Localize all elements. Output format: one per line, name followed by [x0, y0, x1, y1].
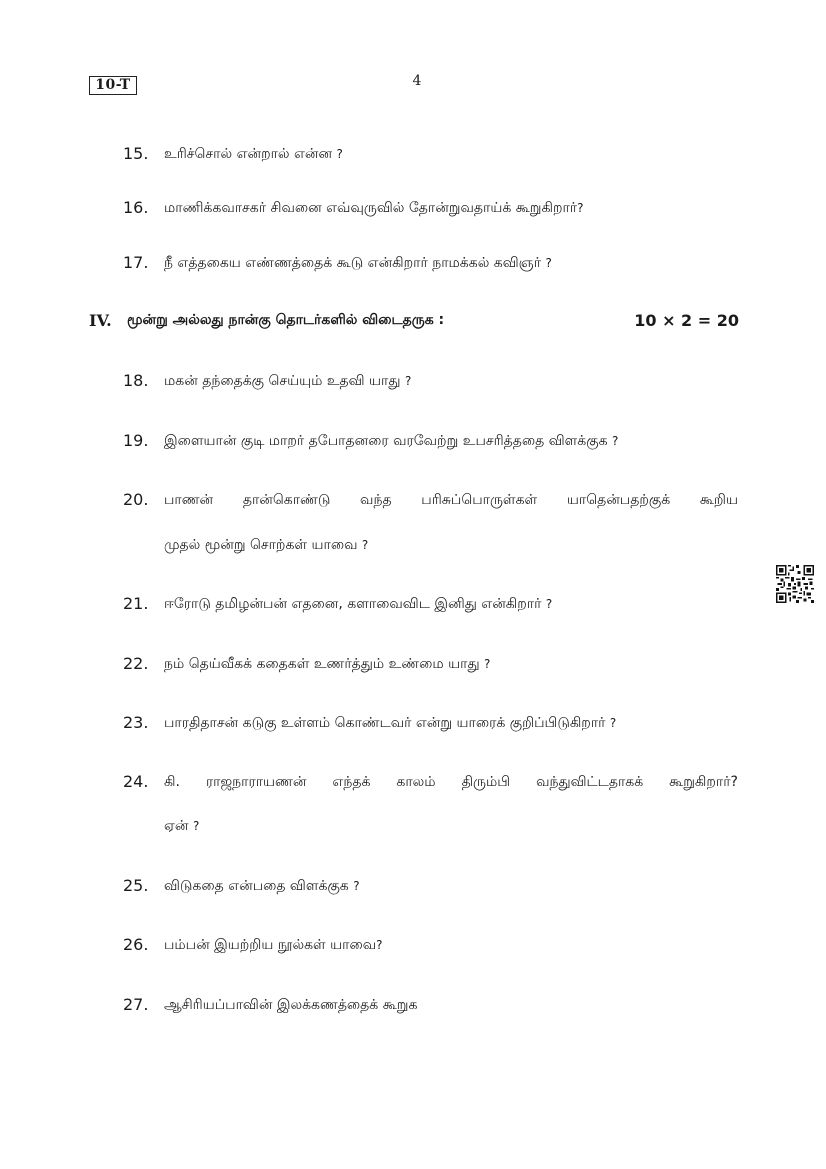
- question-text: நீ எத்தகைய எண்ணத்தைக் கூடு என்கிறார் நாமக்கல் கவிஞர்: [164, 255, 542, 271]
- question-number: 19.: [123, 431, 149, 450]
- question-mark: ?: [545, 256, 552, 270]
- question-text-line1: கி. ராஜநாராயணன் எந்தக் காலம் திரும்பி வந்துவிட்டதாகக் கூறுகிறார்?: [164, 774, 738, 790]
- question-number: 27.: [123, 995, 149, 1014]
- question-mark: ?: [612, 434, 619, 448]
- question-number: 23.: [123, 713, 149, 732]
- question-number: 22.: [123, 654, 149, 673]
- question-number: 16.: [123, 198, 149, 217]
- question-mark: ?: [404, 374, 412, 388]
- question-text: ஆசிரியப்பாவின் இலக்கணத்தைக் கூறுக: [164, 997, 418, 1013]
- question-text: உரிச்சொல் என்றால் என்ன: [164, 146, 333, 162]
- question-text: மாணிக்கவாசகர் சிவனை எவ்வுருவில் தோன்றுவதாய்க் கூறுகிறார்: [164, 200, 578, 216]
- question-text-line1: பாணன் தான்கொண்டு வந்த பரிசுப்பொருள்கள் யாதென்பதற்குக் கூறிய: [164, 492, 738, 508]
- question-mark: ?: [609, 716, 617, 730]
- question-number: 18.: [123, 371, 149, 390]
- question-number: 20.: [123, 490, 149, 509]
- qr-code-icon: [776, 565, 814, 603]
- paper-code: 10-T: [89, 76, 137, 95]
- question-number: 26.: [123, 935, 149, 954]
- page-number: 4: [412, 73, 422, 89]
- question-mark: ?: [336, 147, 343, 161]
- question-text: ஈரோடு தமிழன்பன் எதனை, களாவைவிட இனிது என்கிறார்: [164, 596, 542, 612]
- question-text: மகன் தந்தைக்கு செய்யும் உதவி யாது: [164, 373, 401, 389]
- question-text-line2: ஏன்: [164, 818, 189, 834]
- question-mark: ?: [361, 538, 369, 552]
- section-title: மூன்று அல்லது நான்கு தொடர்களில் விடைதருக :: [127, 312, 445, 328]
- question-mark: ?: [484, 657, 491, 671]
- question-text: பாரதிதாசன் கடுகு உள்ளம் கொண்டவர் என்று யாரைக் குறிப்பிடுகிறார்: [164, 715, 606, 731]
- question-number: 25.: [123, 876, 149, 895]
- question-mark: ?: [353, 879, 360, 893]
- question-mark: ?: [577, 201, 584, 215]
- section-header: [89, 311, 739, 333]
- question-text: இளையான் குடி மாறர் தபோதனரை வரவேற்று உபசரித்ததை விளக்குக: [164, 433, 608, 449]
- question-mark: ?: [545, 597, 553, 611]
- question-text-line2: முதல் மூன்று சொற்கள் யாவை: [164, 537, 358, 553]
- question-text: விடுகதை என்பதை விளக்குக: [164, 878, 349, 894]
- question-mark: ?: [192, 819, 200, 833]
- question-number: 15.: [123, 144, 149, 163]
- question-number: 24.: [123, 772, 149, 791]
- question-mark: ?: [376, 938, 383, 952]
- section-marks: 10 × 2 = 20: [634, 311, 739, 330]
- question-text: நம் தெய்வீகக் கதைகள் உணர்த்தும் உண்மை யாது: [164, 656, 480, 672]
- question-text: பம்பன் இயற்றிய நூல்கள் யாவை: [164, 937, 377, 953]
- section-number: IV.: [89, 311, 112, 330]
- question-number: 21.: [123, 594, 149, 613]
- question-number: 17.: [123, 253, 149, 272]
